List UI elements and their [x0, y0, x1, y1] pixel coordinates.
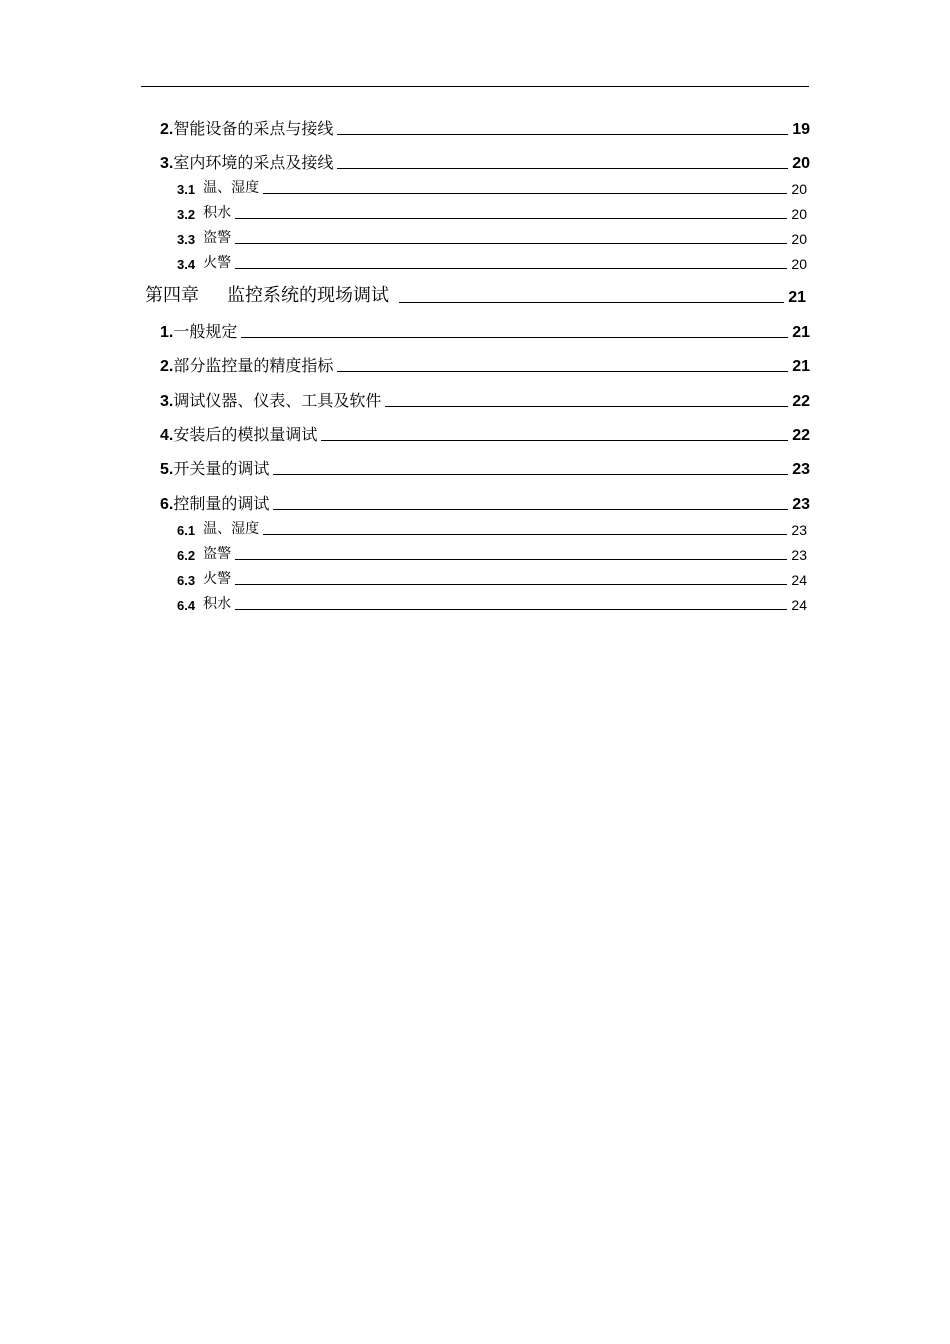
entry-title: 控制量的调试 — [173, 494, 270, 513]
entry-number: 4. — [160, 427, 174, 444]
entry-number: 6.2 — [177, 548, 196, 563]
toc-entry[interactable] — [160, 492, 810, 514]
entry-page: 20 — [791, 181, 807, 197]
entry-page: 24 — [791, 572, 807, 588]
entry-page: 22 — [792, 393, 810, 410]
entry-number: 6.3 — [177, 573, 196, 588]
dot-leader — [263, 193, 787, 194]
dot-leader — [235, 609, 787, 610]
toc-subentry[interactable] — [177, 545, 807, 563]
entry-page: 19 — [792, 121, 810, 138]
toc-entry[interactable] — [160, 423, 810, 445]
entry-page: 20 — [791, 206, 807, 222]
entry-title: 室内环境的采点及接线 — [173, 153, 334, 172]
entry-number: 3.2 — [177, 207, 196, 222]
dot-leader — [399, 302, 784, 303]
entry-number: 5. — [160, 461, 174, 478]
entry-page: 23 — [792, 496, 810, 513]
entry-title: 积水 — [203, 205, 232, 221]
dot-leader — [241, 337, 788, 338]
entry-page: 23 — [791, 522, 807, 538]
entry-number: 3. — [160, 393, 174, 410]
chapter-title: 监控系统的现场调试 — [227, 285, 389, 306]
toc-subentry[interactable] — [177, 229, 807, 247]
toc-chapter-entry[interactable] — [145, 283, 806, 307]
dot-leader — [263, 534, 787, 535]
dot-leader — [321, 440, 788, 441]
entry-page: 20 — [792, 155, 810, 172]
entry-page: 21 — [792, 324, 810, 341]
entry-number: 6.4 — [177, 598, 196, 613]
entry-title: 温、湿度 — [203, 521, 260, 537]
entry-title: 积水 — [203, 596, 232, 612]
toc-subentry[interactable] — [177, 595, 807, 613]
toc-entry[interactable] — [160, 151, 810, 173]
entry-number: 2. — [160, 358, 174, 375]
entry-number: 3.4 — [177, 257, 196, 272]
entry-title: 盗警 — [203, 546, 232, 562]
entry-page: 23 — [791, 547, 807, 563]
toc-entry[interactable] — [160, 354, 810, 376]
entry-page: 22 — [792, 427, 810, 444]
dot-leader — [235, 268, 787, 269]
entry-number: 6. — [160, 496, 174, 513]
dot-leader — [273, 474, 788, 475]
entry-number: 2. — [160, 121, 174, 138]
entry-number: 3.3 — [177, 232, 196, 247]
entry-title: 一般规定 — [173, 322, 238, 341]
entry-page: 21 — [788, 289, 806, 306]
entry-title: 火警 — [203, 571, 232, 587]
entry-page: 20 — [791, 256, 807, 272]
dot-leader — [337, 168, 788, 169]
entry-title: 开关量的调试 — [173, 459, 270, 478]
toc-subentry[interactable] — [177, 520, 807, 538]
chapter-label: 第四章 — [145, 285, 199, 306]
entry-number: 6.1 — [177, 523, 196, 538]
entry-title: 调试仪器、仪表、工具及软件 — [173, 391, 382, 410]
entry-title: 部分监控量的精度指标 — [173, 356, 334, 375]
toc-entry[interactable] — [160, 117, 810, 139]
entry-title: 火警 — [203, 255, 232, 271]
entry-title: 安装后的模拟量调试 — [173, 425, 318, 444]
dot-leader — [235, 218, 787, 219]
dot-leader — [235, 243, 787, 244]
toc-entry[interactable] — [160, 457, 810, 479]
entry-page: 23 — [792, 461, 810, 478]
entry-page: 21 — [792, 358, 810, 375]
toc-entry[interactable] — [160, 389, 810, 411]
dot-leader — [385, 406, 788, 407]
entry-title: 温、湿度 — [203, 180, 260, 196]
toc-subentry[interactable] — [177, 179, 807, 197]
dot-leader — [235, 584, 787, 585]
entry-number: 1. — [160, 324, 174, 341]
dot-leader — [337, 134, 788, 135]
toc-subentry[interactable] — [177, 204, 807, 222]
toc-entry[interactable] — [160, 320, 810, 342]
entry-title: 盗警 — [203, 230, 232, 246]
header-rule — [141, 86, 809, 87]
dot-leader — [273, 509, 788, 510]
toc-subentry[interactable] — [177, 570, 807, 588]
entry-title: 智能设备的采点与接线 — [173, 119, 334, 138]
dot-leader — [337, 371, 788, 372]
entry-page: 20 — [791, 231, 807, 247]
entry-number: 3.1 — [177, 182, 196, 197]
entry-number: 3. — [160, 155, 174, 172]
entry-page: 24 — [791, 597, 807, 613]
toc-subentry[interactable] — [177, 254, 807, 272]
dot-leader — [235, 559, 787, 560]
